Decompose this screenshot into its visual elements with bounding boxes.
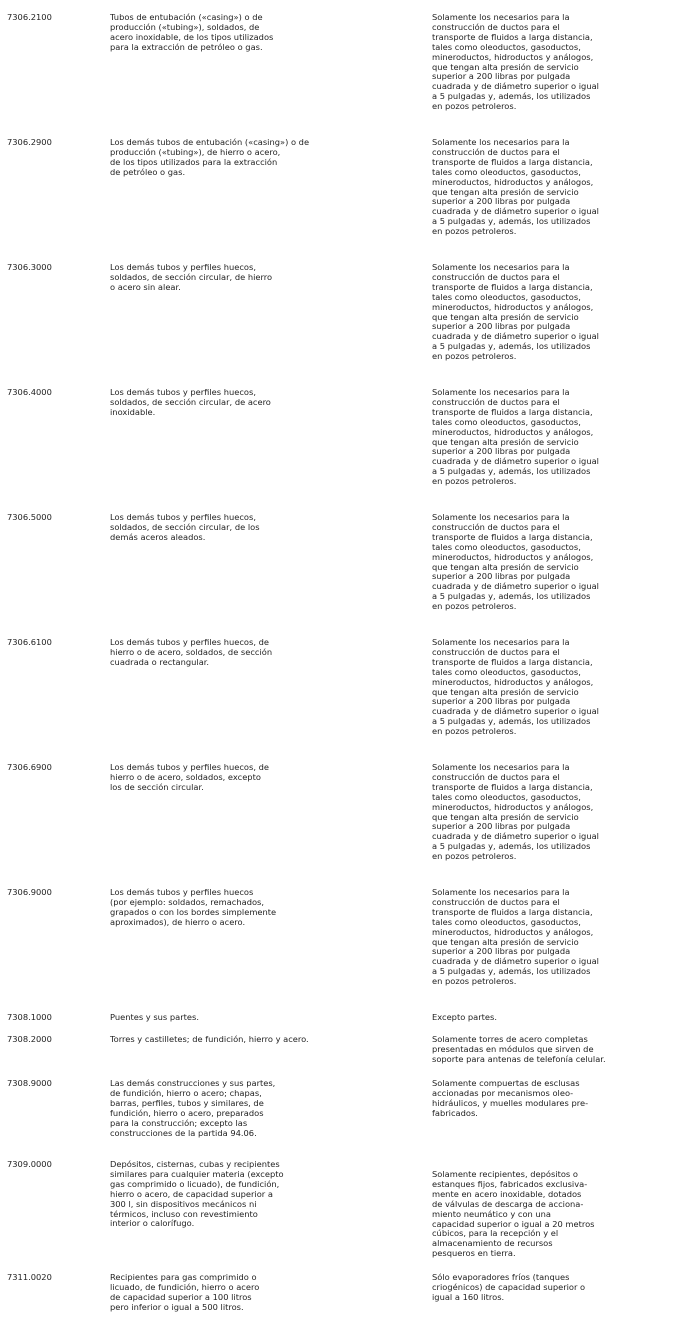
tariff-code: 7306.6900 [7, 762, 52, 772]
tariff-description: Los demás tubos y perfiles huecos, soldados, de sección circular, de los demás aceros aleados. [110, 512, 260, 542]
tariff-description: Los demás tubos de entubación («casing») o de producción («tubing»), de hierro o acero, de los tipos utilizados para la extracción de petróleo o gas. [110, 137, 310, 177]
tariff-code: 7306.6100 [7, 637, 52, 647]
tariff-condition: Excepto partes. [432, 1012, 497, 1022]
tariff-code: 7306.4000 [7, 387, 52, 397]
tariff-description: Los demás tubos y perfiles huecos, de hierro o de acero, soldados, de sección cuadrada o rectangular. [110, 637, 273, 667]
tariff-condition: Solamente los necesarios para la construcción de ductos para el transporte de fluidos a larga distancia, tales como oleoductos, gasoductos, mineroductos, hidroductos y análogos, que tengan alta presión de servicio superior a 200 libras por pulgada cuadrada y de diámetro superior o igual a 5 pulgadas y, además, los utilizados en pozos petroleros. [432, 137, 599, 237]
tariff-condition: Solamente los necesarios para la construcción de ductos para el transporte de fluidos a larga distancia, tales como oleoductos, gasoductos, mineroductos, hidroductos y análogos, que tengan alta presión de servicio superior a 200 libras por pulgada cuadrada y de diámetro superior o igual a 5 pulgadas y, además, los utilizados en pozos petroleros. [432, 12, 599, 112]
tariff-condition: Solamente torres de acero completas presentadas en módulos que sirven de soporte para antenas de telefonía celular. [432, 1034, 606, 1064]
tariff-condition: Solamente compuertas de esclusas accionadas por mecanismos oleo- hidráulicos, y muelles modulares pre- fabricados. [432, 1078, 589, 1118]
tariff-condition: Solamente los necesarios para la construcción de ductos para el transporte de fluidos a larga distancia, tales como oleoductos, gasoductos, mineroductos, hidroductos y análogos, que tengan alta presión de servicio superior a 200 libras por pulgada cuadrada y de diámetro superior o igual a 5 pulgadas y, además, los utilizados en pozos petroleros. [432, 887, 599, 987]
tariff-code: 7306.5000 [7, 512, 52, 522]
tariff-condition: Sólo evaporadores fríos (tanques criogénicos) de capacidad superior o igual a 160 litros. [432, 1272, 586, 1302]
tariff-description: Recipientes para gas comprimido o licuado, de fundición, hierro o acero de capacidad superior a 100 litros pero inferior o igual a 500 litros. [110, 1272, 260, 1312]
tariff-code: 7306.2100 [7, 12, 52, 22]
tariff-condition: Solamente los necesarios para la construcción de ductos para el transporte de fluidos a larga distancia, tales como oleoductos, gasoductos, mineroductos, hidroductos y análogos, que tengan alta presión de servicio superior a 200 libras por pulgada cuadrada y de diámetro superior o igual a 5 pulgadas y, además, los utilizados en pozos petroleros. [432, 387, 599, 487]
tariff-code: 7306.9000 [7, 887, 52, 897]
tariff-description: Los demás tubos y perfiles huecos, de hierro o de acero, soldados, excepto los de sección circular. [110, 762, 269, 792]
tariff-description: Los demás tubos y perfiles huecos (por ejemplo: soldados, remachados, grapados o con los bordes simplemente aproximados), de hierro o acero. [110, 887, 277, 927]
tariff-description: Las demás construcciones y sus partes, de fundición, hierro o acero; chapas, barras, perfiles, tubos y similares, de fundición, hierro o acero, preparados para la construcción; excepto las construcciones de la partida 94.06. [110, 1078, 276, 1138]
tariff-code: 7309.0000 [7, 1159, 52, 1169]
tariff-condition: Solamente los necesarios para la construcción de ductos para el transporte de fluidos a larga distancia, tales como oleoductos, gasoductos, mineroductos, hidroductos y análogos, que tengan alta presión de servicio superior a 200 libras por pulgada cuadrada y de diámetro superior o igual a 5 pulgadas y, además, los utilizados en pozos petroleros. [432, 512, 599, 612]
tariff-condition: Solamente recipientes, depósitos o estanques fijos, fabricados exclusiva- mente en acero inoxidable, dotados de válvulas de descarga de acciona- miento neumático y con una capacidad superior o igual a 20 metros cúbicos, para la recepción y el almacenamiento de recursos pesqueros en tierra. [432, 1169, 595, 1259]
tariff-code: 7306.2900 [7, 137, 52, 147]
tariff-code: 7308.9000 [7, 1078, 52, 1088]
tariff-description: Depósitos, cisternas, cubas y recipientes similares para cualquier materia (excepto gas comprimido o licuado), de fundición, hierro o acero, de capacidad superior a 300 l, sin dispositivos mecánicos ni térmicos, incluso con revestimiento interior o calorífugo. [110, 1159, 284, 1229]
tariff-code: 7311.0020 [7, 1272, 52, 1282]
tariff-code: 7308.1000 [7, 1012, 52, 1022]
tariff-condition: Solamente los necesarios para la construcción de ductos para el transporte de fluidos a larga distancia, tales como oleoductos, gasoductos, mineroductos, hidroductos y análogos, que tengan alta presión de servicio superior a 200 libras por pulgada cuadrada y de diámetro superior o igual a 5 pulgadas y, además, los utilizados en pozos petroleros. [432, 762, 599, 862]
tariff-code: 7306.3000 [7, 262, 52, 272]
tariff-description: Puentes y sus partes. [110, 1012, 199, 1022]
tariff-code: 7308.2000 [7, 1034, 52, 1044]
tariff-condition: Solamente los necesarios para la construcción de ductos para el transporte de fluidos a larga distancia, tales como oleoductos, gasoductos, mineroductos, hidroductos y análogos, que tengan alta presión de servicio superior a 200 libras por pulgada cuadrada y de diámetro superior o igual a 5 pulgadas y, además, los utilizados en pozos petroleros. [432, 262, 599, 362]
tariff-condition: Solamente los necesarios para la construcción de ductos para el transporte de fluidos a larga distancia, tales como oleoductos, gasoductos, mineroductos, hidroductos y análogos, que tengan alta presión de servicio superior a 200 libras por pulgada cuadrada y de diámetro superior o igual a 5 pulgadas y, además, los utilizados en pozos petroleros. [432, 637, 599, 737]
tariff-description: Tubos de entubación («casing») o de producción («tubing»), soldados, de acero inoxidable, de los tipos utilizados para la extracción de petróleo o gas. [110, 12, 274, 52]
tariff-description: Los demás tubos y perfiles huecos, soldados, de sección circular, de hierro o acero sin alear. [110, 262, 273, 292]
tariff-description: Los demás tubos y perfiles huecos, soldados, de sección circular, de acero inoxidable. [110, 387, 271, 417]
tariff-description: Torres y castilletes; de fundición, hierro y acero. [110, 1034, 309, 1044]
